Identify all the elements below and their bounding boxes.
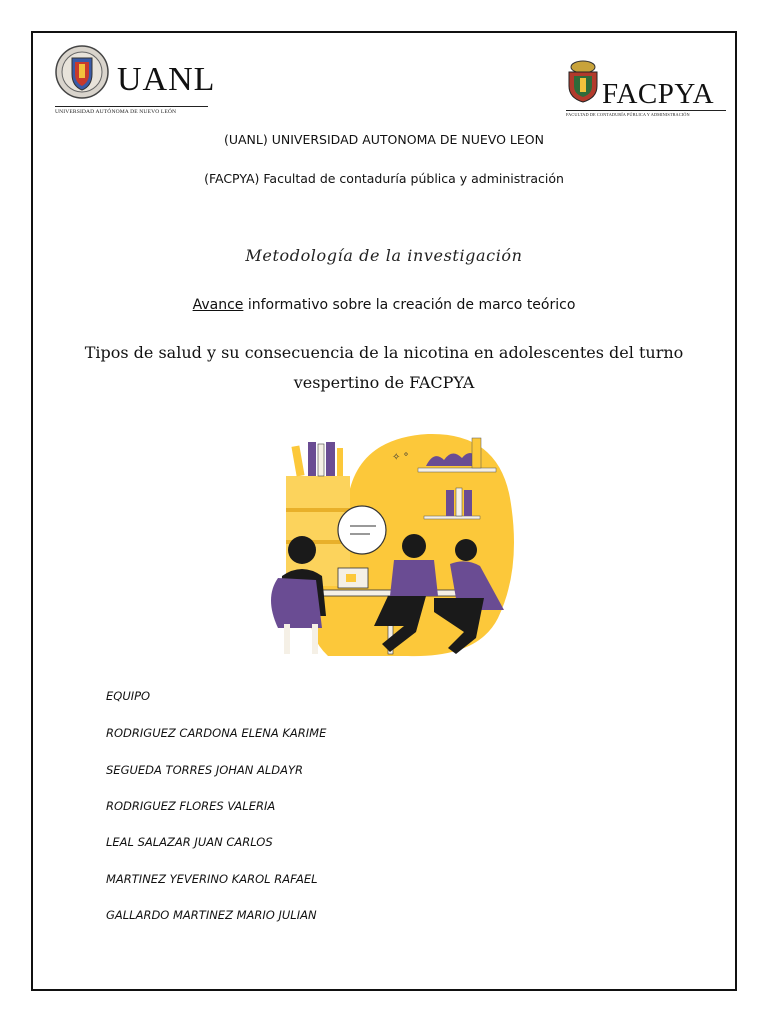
document-title: [31, 338, 737, 398]
course-title: Metodología de la investigación: [245, 246, 523, 265]
avance-underlined: Avance: [192, 297, 244, 313]
uanl-seal-icon: [55, 42, 109, 102]
uanl-caption: UNIVERSIDAD AUTÓNOMA DE NUEVO LEÓN: [55, 109, 177, 115]
team-member: GALLARDO MARTINEZ MARIO JULIAN: [106, 908, 317, 922]
facpya-shield-icon: [566, 60, 600, 104]
team-heading: EQUIPO: [106, 689, 151, 703]
team-member: SEGUEDA TORRES JOHAN ALDAYR: [106, 763, 304, 777]
person-left-figure: [288, 536, 316, 564]
person-right-figure: [455, 539, 477, 561]
university-line: (UANL) UNIVERSIDAD AUTONOMA DE NUEVO LEON: [223, 132, 544, 147]
uanl-logo-rule: [55, 106, 208, 107]
team-member: MARTINEZ YEVERINO KAROL RAFAEL: [106, 872, 318, 886]
svg-text:✧ °: ✧ °: [392, 452, 409, 463]
facpya-logo-text: FACPYA: [602, 78, 715, 110]
book-icon: [291, 446, 304, 477]
facpya-logo: [564, 60, 728, 122]
facpya-caption: FACULTAD DE CONTADURÍA PÚBLICA Y ADMINISTRACIÓN: [566, 112, 690, 117]
title-line-1: Tipos de salud y su consecuencia de la nicotina en adolescentes del turno: [84, 343, 684, 362]
title-line-2: vespertino de FACPYA: [293, 373, 475, 392]
team-member: RODRIGUEZ CARDONA ELENA KARIME: [106, 726, 327, 740]
uanl-logo: [53, 42, 216, 118]
speech-bubble-icon: [338, 506, 386, 554]
avance-rest: informativo sobre la creación de marco teórico: [243, 297, 576, 313]
faculty-line: (FACPYA) Facultad de contaduría pública y administración: [204, 171, 564, 186]
facpya-logo-rule: [566, 110, 726, 111]
person-middle-figure: [402, 534, 426, 558]
avance-line: [31, 297, 737, 313]
team-meeting-illustration: [238, 428, 528, 668]
uanl-logo-text: UANL: [117, 61, 216, 98]
team-member: LEAL SALAZAR JUAN CARLOS: [106, 835, 273, 849]
team-member: RODRIGUEZ FLORES VALERIA: [106, 799, 276, 813]
